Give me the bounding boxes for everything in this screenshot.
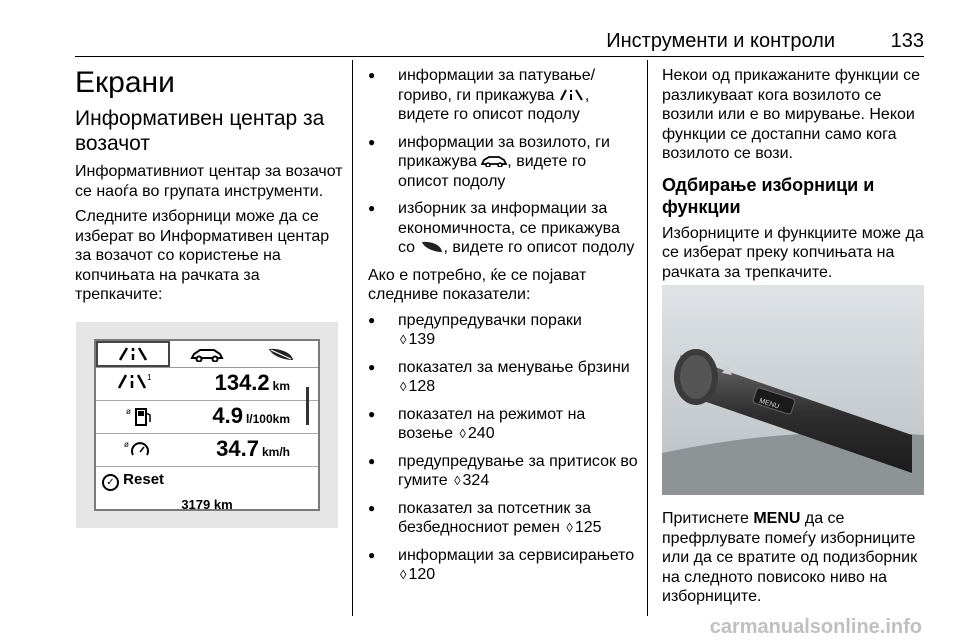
column-3 — [662, 66, 930, 288]
trip-fuel-icon — [559, 88, 585, 101]
subsection-title: Информативен центар за возачот — [75, 107, 325, 155]
page-ref: 324 — [462, 472, 490, 489]
column-divider — [647, 60, 648, 616]
page-header — [0, 0, 960, 60]
column-2 — [368, 66, 640, 593]
paragraph: Ако е потребно, ќе се појават следниве показатели: — [368, 266, 587, 303]
leaf-icon — [266, 346, 296, 362]
trip-distance-row — [96, 368, 318, 401]
trip-distance-value: 134.2 — [214, 370, 270, 395]
list-item-text: информации за возилото, ги прикажува , видете го описот подолу — [398, 133, 610, 190]
car-icon — [481, 154, 507, 167]
turn-signal-stalk-figure — [662, 285, 924, 495]
list-item — [368, 133, 640, 192]
list-item — [368, 199, 640, 258]
page-ref-icon: ◊ — [459, 426, 466, 441]
trip-fuel-icon — [117, 346, 149, 362]
text-run: да се префрлувате помеѓу изборниците или да се вратите од подизборник на следното повисоко ниво на изборниците. — [662, 510, 918, 605]
fuel-consumption-unit: l/100km — [245, 412, 290, 426]
stalk-illustration — [662, 285, 924, 495]
page-ref-icon: ◊ — [400, 379, 407, 394]
list-item-text: изборник за информации за економичноста, се прикажува со , видете го описот подолу — [398, 200, 635, 256]
list-item-text: предупредување за притисок во гумите — [398, 452, 638, 489]
list-item-text: показател за потсетник за безбедносниот ремен — [398, 499, 591, 536]
page-footer — [0, 612, 960, 642]
fuel-consumption-value: 4.9 — [212, 403, 243, 428]
reset-label: Reset — [123, 471, 165, 488]
trip-distance-unit: km — [272, 379, 290, 393]
watermark: carmanualsonline.info — [709, 616, 922, 638]
subsection-title: Одбирање изборници и функции — [662, 174, 875, 217]
column-divider — [352, 60, 353, 616]
svg-text:ø: ø — [124, 440, 129, 449]
section-title: Екрани — [75, 66, 175, 99]
paragraph — [662, 509, 930, 607]
page-ref: 240 — [467, 425, 495, 442]
list-item-text: показател на режимот на возење — [398, 405, 586, 442]
page-number: 133 — [890, 30, 924, 52]
header-rule — [75, 56, 924, 57]
menu-button-label: MENU — [753, 510, 801, 527]
paragraph: Информативниот центар за возачот се наоѓа во групата инструменти. — [75, 163, 343, 200]
paragraph: Некои од прикажаните функции се разликуваат кога возилото се возили или е во мирување. Некои функции се достапни само кога возилото се вози. — [662, 67, 921, 162]
car-icon — [190, 346, 224, 362]
text-run: Притиснете — [662, 510, 749, 527]
display-screen — [94, 339, 320, 511]
list-item — [368, 66, 640, 125]
list-item — [368, 358, 640, 397]
column-3-bottom — [662, 509, 930, 613]
svg-text:ø: ø — [126, 407, 131, 416]
fuel-consumption-row — [96, 401, 318, 434]
list-item — [368, 546, 640, 585]
chapter-title: Инструменти и контроли — [606, 30, 835, 52]
average-speed-unit: km/h — [261, 445, 290, 459]
page-ref: 125 — [574, 519, 602, 536]
leaf-icon — [420, 240, 444, 253]
indicator-list — [368, 311, 640, 585]
trip-fuel-tab — [96, 341, 170, 367]
page-ref: 128 — [408, 378, 436, 395]
fuel-pump-icon — [126, 405, 156, 427]
display-tabs — [96, 341, 318, 368]
average-speed-row — [96, 434, 318, 467]
eco-info-tab — [244, 341, 318, 367]
menu-list — [368, 66, 640, 258]
svg-text:MENU: MENU — [758, 397, 780, 411]
list-item — [368, 405, 640, 444]
paragraph: Следните изборници може да се изберат во Информативен центар за возачот со користење на копчињата на рачката за трепкачите: — [75, 208, 330, 303]
page-ref-icon: ◊ — [400, 332, 407, 347]
reset-icon: ✓ — [102, 474, 119, 491]
page-ref: 120 — [408, 566, 436, 583]
page-ref-icon: ◊ — [454, 473, 461, 488]
list-item — [368, 499, 640, 538]
vehicle-info-tab — [170, 341, 244, 367]
page-ref-icon: ◊ — [566, 520, 573, 535]
display-scrollbar — [306, 387, 309, 425]
column-1 — [75, 66, 345, 311]
dic-display-figure — [76, 322, 338, 528]
average-speed-value: 34.7 — [216, 436, 259, 461]
odometer: 3179 km — [181, 497, 233, 512]
list-item — [368, 311, 640, 350]
svg-text:1: 1 — [147, 373, 152, 382]
list-item-text: предупредувачки пораки — [398, 311, 582, 329]
list-item — [368, 452, 640, 491]
page-ref: 139 — [408, 331, 436, 348]
list-item-text: информации за сервисирањето — [398, 546, 635, 564]
list-item-text: показател за менување брзини — [398, 358, 630, 376]
list-item-text: информации за патување/ гориво, ги прикажува , видете го описот подолу — [398, 67, 596, 123]
paragraph: Изборниците и функциите може да се изберат преку копчињата на рачката за трепкачите. — [662, 224, 924, 281]
reset-option — [102, 471, 164, 491]
trip-fuel-icon — [116, 372, 152, 390]
page-ref-icon: ◊ — [400, 567, 407, 582]
speedometer-icon — [124, 438, 154, 460]
